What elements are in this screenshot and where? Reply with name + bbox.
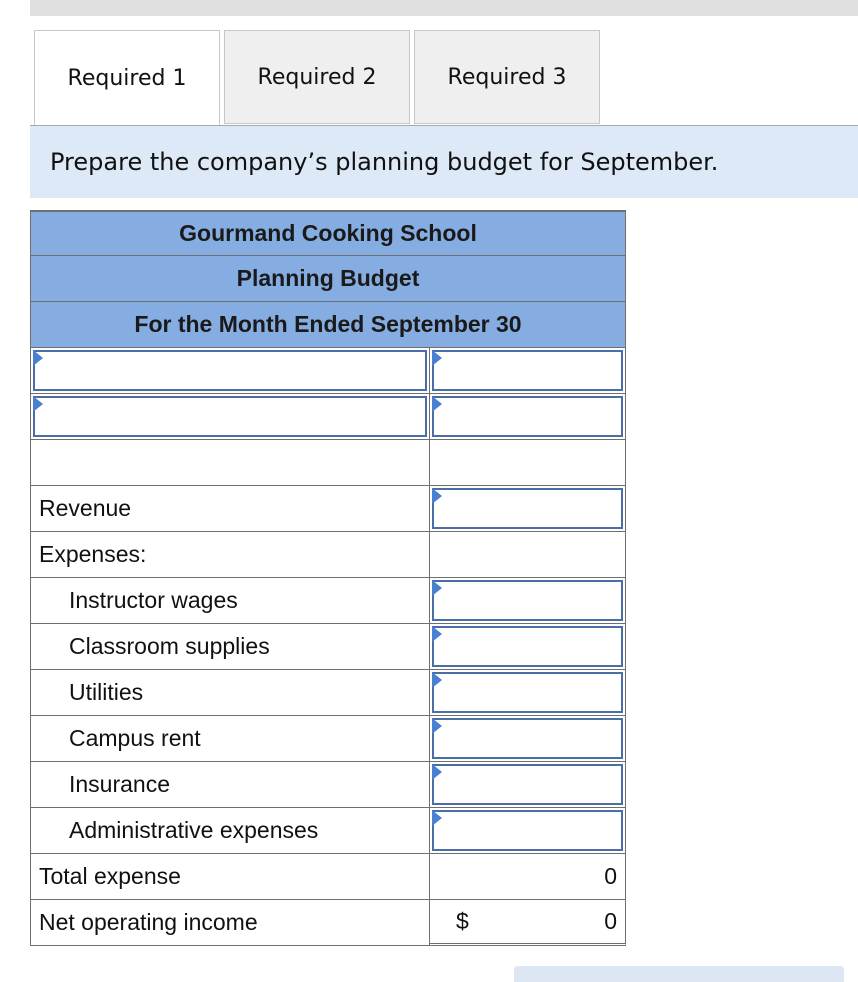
instructor-wages-input[interactable] (432, 580, 623, 621)
expense-label: Campus rent (69, 725, 201, 751)
utilities-input[interactable] (432, 672, 623, 713)
expense-row-insurance (30, 762, 626, 808)
revenue-input[interactable] (432, 488, 623, 529)
total-expense-label: Total expense (39, 863, 181, 889)
revenue-row (30, 486, 626, 532)
total-expense-value: 0 (604, 863, 617, 889)
expense-row-utilities (30, 670, 626, 716)
expense-label: Administrative expenses (69, 817, 319, 843)
administrative-expenses-input[interactable] (432, 810, 623, 851)
blank-value-cell (430, 440, 626, 486)
net-operating-income-row (30, 900, 626, 946)
expense-row-classroom-supplies (30, 624, 626, 670)
expense-label: Classroom supplies (69, 633, 270, 659)
table-row (30, 394, 626, 440)
tab-required-3[interactable]: Required 3 (414, 30, 600, 124)
expenses-header-value (430, 532, 626, 578)
top-bar (30, 0, 858, 16)
instruction-text: Prepare the company’s planning budget for September. (30, 126, 858, 198)
expenses-header-row (30, 532, 626, 578)
expense-row-campus-rent (30, 716, 626, 762)
net-income-value: 0 (604, 908, 617, 934)
total-expense-row (30, 854, 626, 900)
currency-symbol: $ (456, 908, 469, 934)
activity-label-input-2[interactable] (33, 396, 427, 437)
blank-label-cell (30, 440, 430, 486)
expenses-label: Expenses: (39, 541, 147, 567)
statement-period: For the Month Ended September 30 (30, 302, 626, 348)
bottom-nav-button[interactable] (514, 966, 844, 982)
expense-label: Utilities (69, 679, 144, 705)
expense-row-administrative-expenses (30, 808, 626, 854)
planning-budget-table (30, 210, 626, 946)
net-income-label: Net operating income (39, 909, 258, 935)
tab-required-1[interactable]: Required 1 (34, 30, 220, 126)
expense-label: Instructor wages (69, 587, 238, 613)
expense-label: Insurance (69, 771, 171, 797)
activity-label-input-1[interactable] (33, 350, 427, 391)
classroom-supplies-input[interactable] (432, 626, 623, 667)
tab-required-2[interactable]: Required 2 (224, 30, 410, 124)
insurance-input[interactable] (432, 764, 623, 805)
table-row (30, 348, 626, 394)
campus-rent-input[interactable] (432, 718, 623, 759)
statement-title: Planning Budget (30, 256, 626, 302)
expense-row-instructor-wages (30, 578, 626, 624)
company-name: Gourmand Cooking School (30, 210, 626, 256)
activity-value-input-2[interactable] (432, 396, 623, 437)
table-row (30, 440, 626, 486)
revenue-label: Revenue (39, 495, 132, 521)
activity-value-input-1[interactable] (432, 350, 623, 391)
